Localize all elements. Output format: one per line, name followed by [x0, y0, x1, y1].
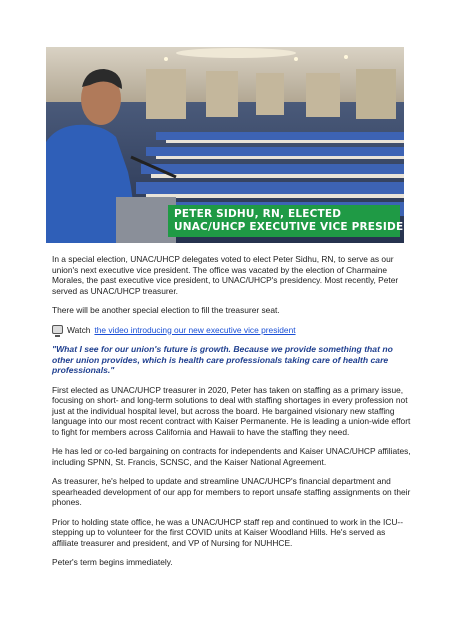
article-paragraph: Prior to holding state office, he was a UNAC/UHCP staff rep and continued to work in the ICU--stepping up to volunteer for the first COVID units at Kaiser Woodland Hills. He's served as affiliate treasurer and president, and VP of Nursing for NUHHCE. [52, 516, 403, 548]
article-paragraph: As treasurer, he's helped to update and streamline UNAC/UHCP's financial department and spearheaded development of our app for members to report unsafe staffing assignments on their phones. [52, 476, 411, 507]
article-paragraph: He has led or co-led bargaining on contracts for independents and Kaiser UNAC/UHCP affiliates, including SPNN, St. Francis, SCNSC, and the Kaiser National Agreement. [52, 446, 411, 467]
tv-icon [52, 325, 63, 334]
video-link[interactable]: the video introducing our new executive vice president [94, 324, 296, 335]
watch-prefix: Watch [67, 324, 91, 335]
article-paragraph: Peter's term begins immediately. [52, 557, 173, 567]
pull-quote: "What I see for our union's future is growth. Because we provide something that no other union provides, which is health care professionals taking care of health care professionals." [52, 344, 393, 375]
article-paragraph: In a special election, UNAC/UHCP delegates voted to elect Peter Sidhu, RN, to serve as our union's next executive vice president. The office was vacated by the election of Charmaine Morales, the past executive vice president, to UNAC/UHCP's presidency. Most recently, Peter served as UNAC/UHCP treasurer. [52, 254, 399, 296]
article-paragraph: There will be another special election to fill the treasurer seat. [52, 305, 280, 315]
headline-banner [168, 205, 420, 237]
watch-video-line [52, 325, 412, 336]
banner-line-2: UNAC/UHCP EXECUTIVE VICE PRESIDENT [174, 221, 420, 233]
article-paragraph: First elected as UNAC/UHCP treasurer in 2020, Peter has taken on staffing as a primary issue, focusing on short- and long-term solutions to deal with staffing shortages in every profession not just at the individual hospital level, but across the board. He bargained visionary new staffing language into our most recent contract with Kaiser Permanente. He is leading a union-wide effort to fight for members across California and Hawaii to have the staffing they need. [52, 384, 411, 437]
banner-line-1: PETER SIDHU, RN, ELECTED [174, 208, 342, 220]
article-body [52, 254, 412, 577]
